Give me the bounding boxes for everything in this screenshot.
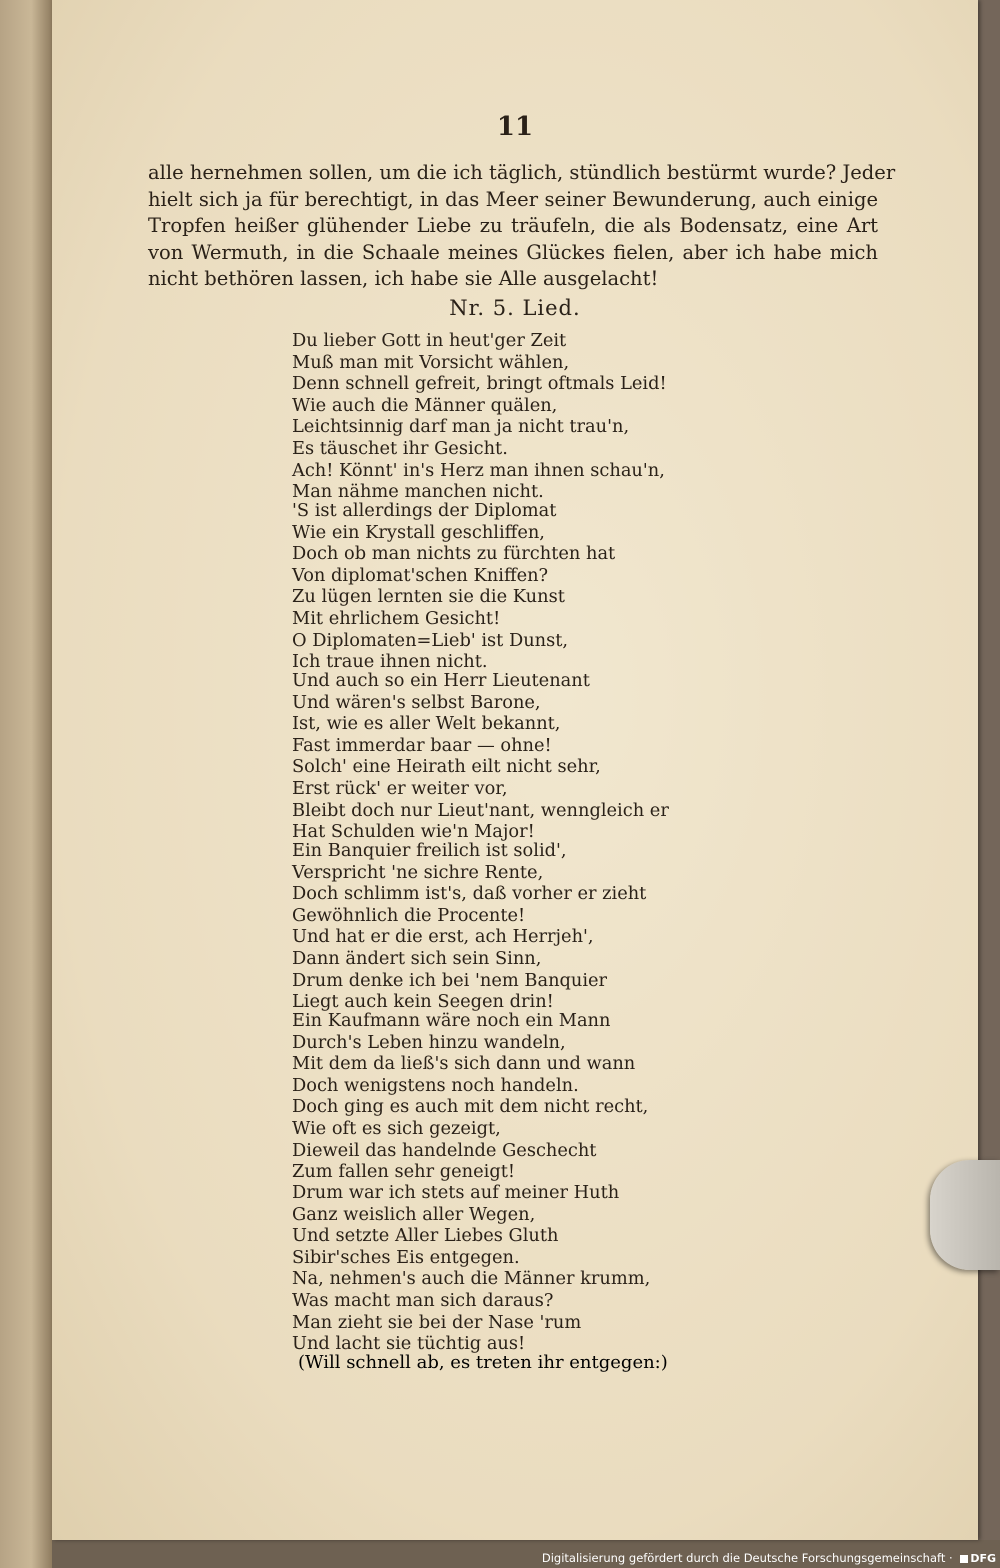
verse-line: Ich traue ihnen nicht.	[292, 651, 488, 673]
stanza-2	[292, 500, 812, 673]
verse-line: Ein Banquier freilich ist solid',	[292, 840, 567, 861]
verse-line: Hat Schulden wie'n Major!	[292, 821, 535, 843]
verse-line: Doch schlimm ist's, daß vorher er zieht	[292, 883, 647, 905]
verse-line: Verspricht 'ne sichre Rente,	[292, 861, 544, 883]
verse-line: Dieweil das handelnde Geschecht	[292, 1139, 597, 1161]
verse-line: Mit ehrlichem Gesicht!	[292, 607, 501, 629]
verse-line: 'S ist allerdings der Diplomat	[292, 500, 557, 521]
verse-line: Und hat er die erst, ach Herrjeh',	[292, 926, 594, 948]
verse-line: Es täuschet ihr Gesicht.	[292, 437, 508, 459]
paragraph-line: hielt sich ja für berechtigt, in das Meer seiner Bewunderung, auch einige	[148, 187, 878, 211]
dfg-logo-icon	[960, 1555, 968, 1563]
verse-line: Man nähme manchen nicht.	[292, 481, 544, 503]
verse-line: Zum fallen sehr geneigt!	[292, 1161, 515, 1183]
verse-line: Drum war ich stets auf meiner Huth	[292, 1182, 620, 1203]
verse-line: Und auch so ein Herr Lieutenant	[292, 670, 590, 691]
verse-line: Leichtsinnig darf man ja nicht trau'n,	[292, 416, 630, 438]
dfg-logo	[960, 1549, 996, 1568]
verse-line: Liegt auch kein Seegen drin!	[292, 991, 554, 1013]
verse-line: Erst rück' er weiter vor,	[292, 777, 508, 799]
verse-line: Wie ein Krystall geschliffen,	[292, 521, 545, 543]
verse-line: Doch wenigstens noch handeln.	[292, 1074, 579, 1096]
verse-line: Man zieht sie bei der Nase 'rum	[292, 1311, 582, 1333]
verse-line: Denn schnell gefreit, bringt oftmals Leid!	[292, 373, 667, 395]
song-heading: Nr. 5. Lied.	[449, 296, 581, 320]
verse-line: Und wären's selbst Barone,	[292, 691, 541, 713]
verse-line: Sibir'sches Eis entgegen.	[292, 1246, 520, 1268]
verse-line: Dann ändert sich sein Sinn,	[292, 947, 542, 969]
stanza-3	[292, 670, 812, 843]
verse-line: Durch's Leben hinzu wandeln,	[292, 1031, 566, 1053]
stanza-6	[292, 1182, 812, 1355]
stanza-1	[292, 330, 812, 503]
right-background	[978, 0, 1000, 1540]
verse-line: Ein Kaufmann wäre noch ein Mann	[292, 1010, 611, 1031]
verse-line: Ganz weislich aller Wegen,	[292, 1203, 536, 1225]
verse-line: Bleibt doch nur Lieut'nant, wenngleich er	[292, 799, 669, 821]
verse-line: Wie oft es sich gezeigt,	[292, 1117, 501, 1139]
verse-line: Und setzte Aller Liebes Gluth	[292, 1225, 559, 1247]
verse-line: Und lacht sie tüchtig aus!	[292, 1333, 526, 1355]
paragraph-line: von Wermuth, in die Schaale meines Glückes fielen, aber ich habe mich	[148, 240, 878, 264]
paragraph-line: nicht bethören lassen, ich habe sie Alle ausgelacht!	[148, 267, 659, 291]
verse-line: Ist, wie es aller Welt bekannt,	[292, 713, 561, 735]
verse-line: Doch ob man nichts zu fürchten hat	[292, 543, 616, 565]
verse-line: Von diplomat'schen Kniffen?	[292, 564, 549, 586]
paragraph-line: Tropfen heißer glühender Liebe zu träufeln, die als Bodensatz, eine Art	[148, 214, 878, 238]
verse-line: Fast immerdar baar — ohne!	[292, 734, 552, 756]
stage-direction: (Will schnell ab, es treten ihr entgegen:)	[298, 1352, 668, 1373]
stanza-4	[292, 840, 812, 1013]
verse-line: Wie auch die Männer quälen,	[292, 394, 558, 416]
paragraph-line: alle hernehmen sollen, um die ich täglich, stündlich bestürmt wurde? Jeder	[148, 161, 896, 184]
verse-line: Gewöhnlich die Procente!	[292, 904, 526, 926]
book-page	[52, 0, 978, 1540]
bookmark-tab	[930, 1160, 1000, 1270]
verse-line: Ach! Könnt' in's Herz man ihnen schau'n,	[292, 459, 665, 481]
verse-line: Doch ging es auch mit dem nicht recht,	[292, 1096, 649, 1118]
verse-line: Solch' eine Heirath eilt nicht sehr,	[292, 756, 601, 778]
verse-line: Drum denke ich bei 'nem Banquier	[292, 969, 608, 991]
intro-paragraph	[148, 160, 896, 293]
verse-line: Du lieber Gott in heut'ger Zeit	[292, 330, 567, 351]
page-number: 11	[496, 112, 534, 142]
left-page-edge	[0, 0, 52, 1568]
verse-line: Na, nehmen's auch die Männer krumm,	[292, 1268, 651, 1290]
verse-line: Zu lügen lernten sie die Kunst	[292, 586, 565, 608]
digitization-footer	[0, 1548, 996, 1568]
verse-line: Mit dem da ließ's sich dann und wann	[292, 1053, 636, 1075]
verse-line: Was macht man sich daraus?	[292, 1289, 554, 1311]
footer-text: Digitalisierung gefördert durch die Deutsche Forschungsgemeinschaft ·	[541, 1551, 953, 1565]
verse-line: Muß man mit Vorsicht wählen,	[292, 351, 570, 373]
verse-line: O Diplomaten=Lieb' ist Dunst,	[292, 629, 569, 651]
dfg-logo-text: DFG	[970, 1552, 996, 1565]
stanza-5	[292, 1010, 812, 1183]
